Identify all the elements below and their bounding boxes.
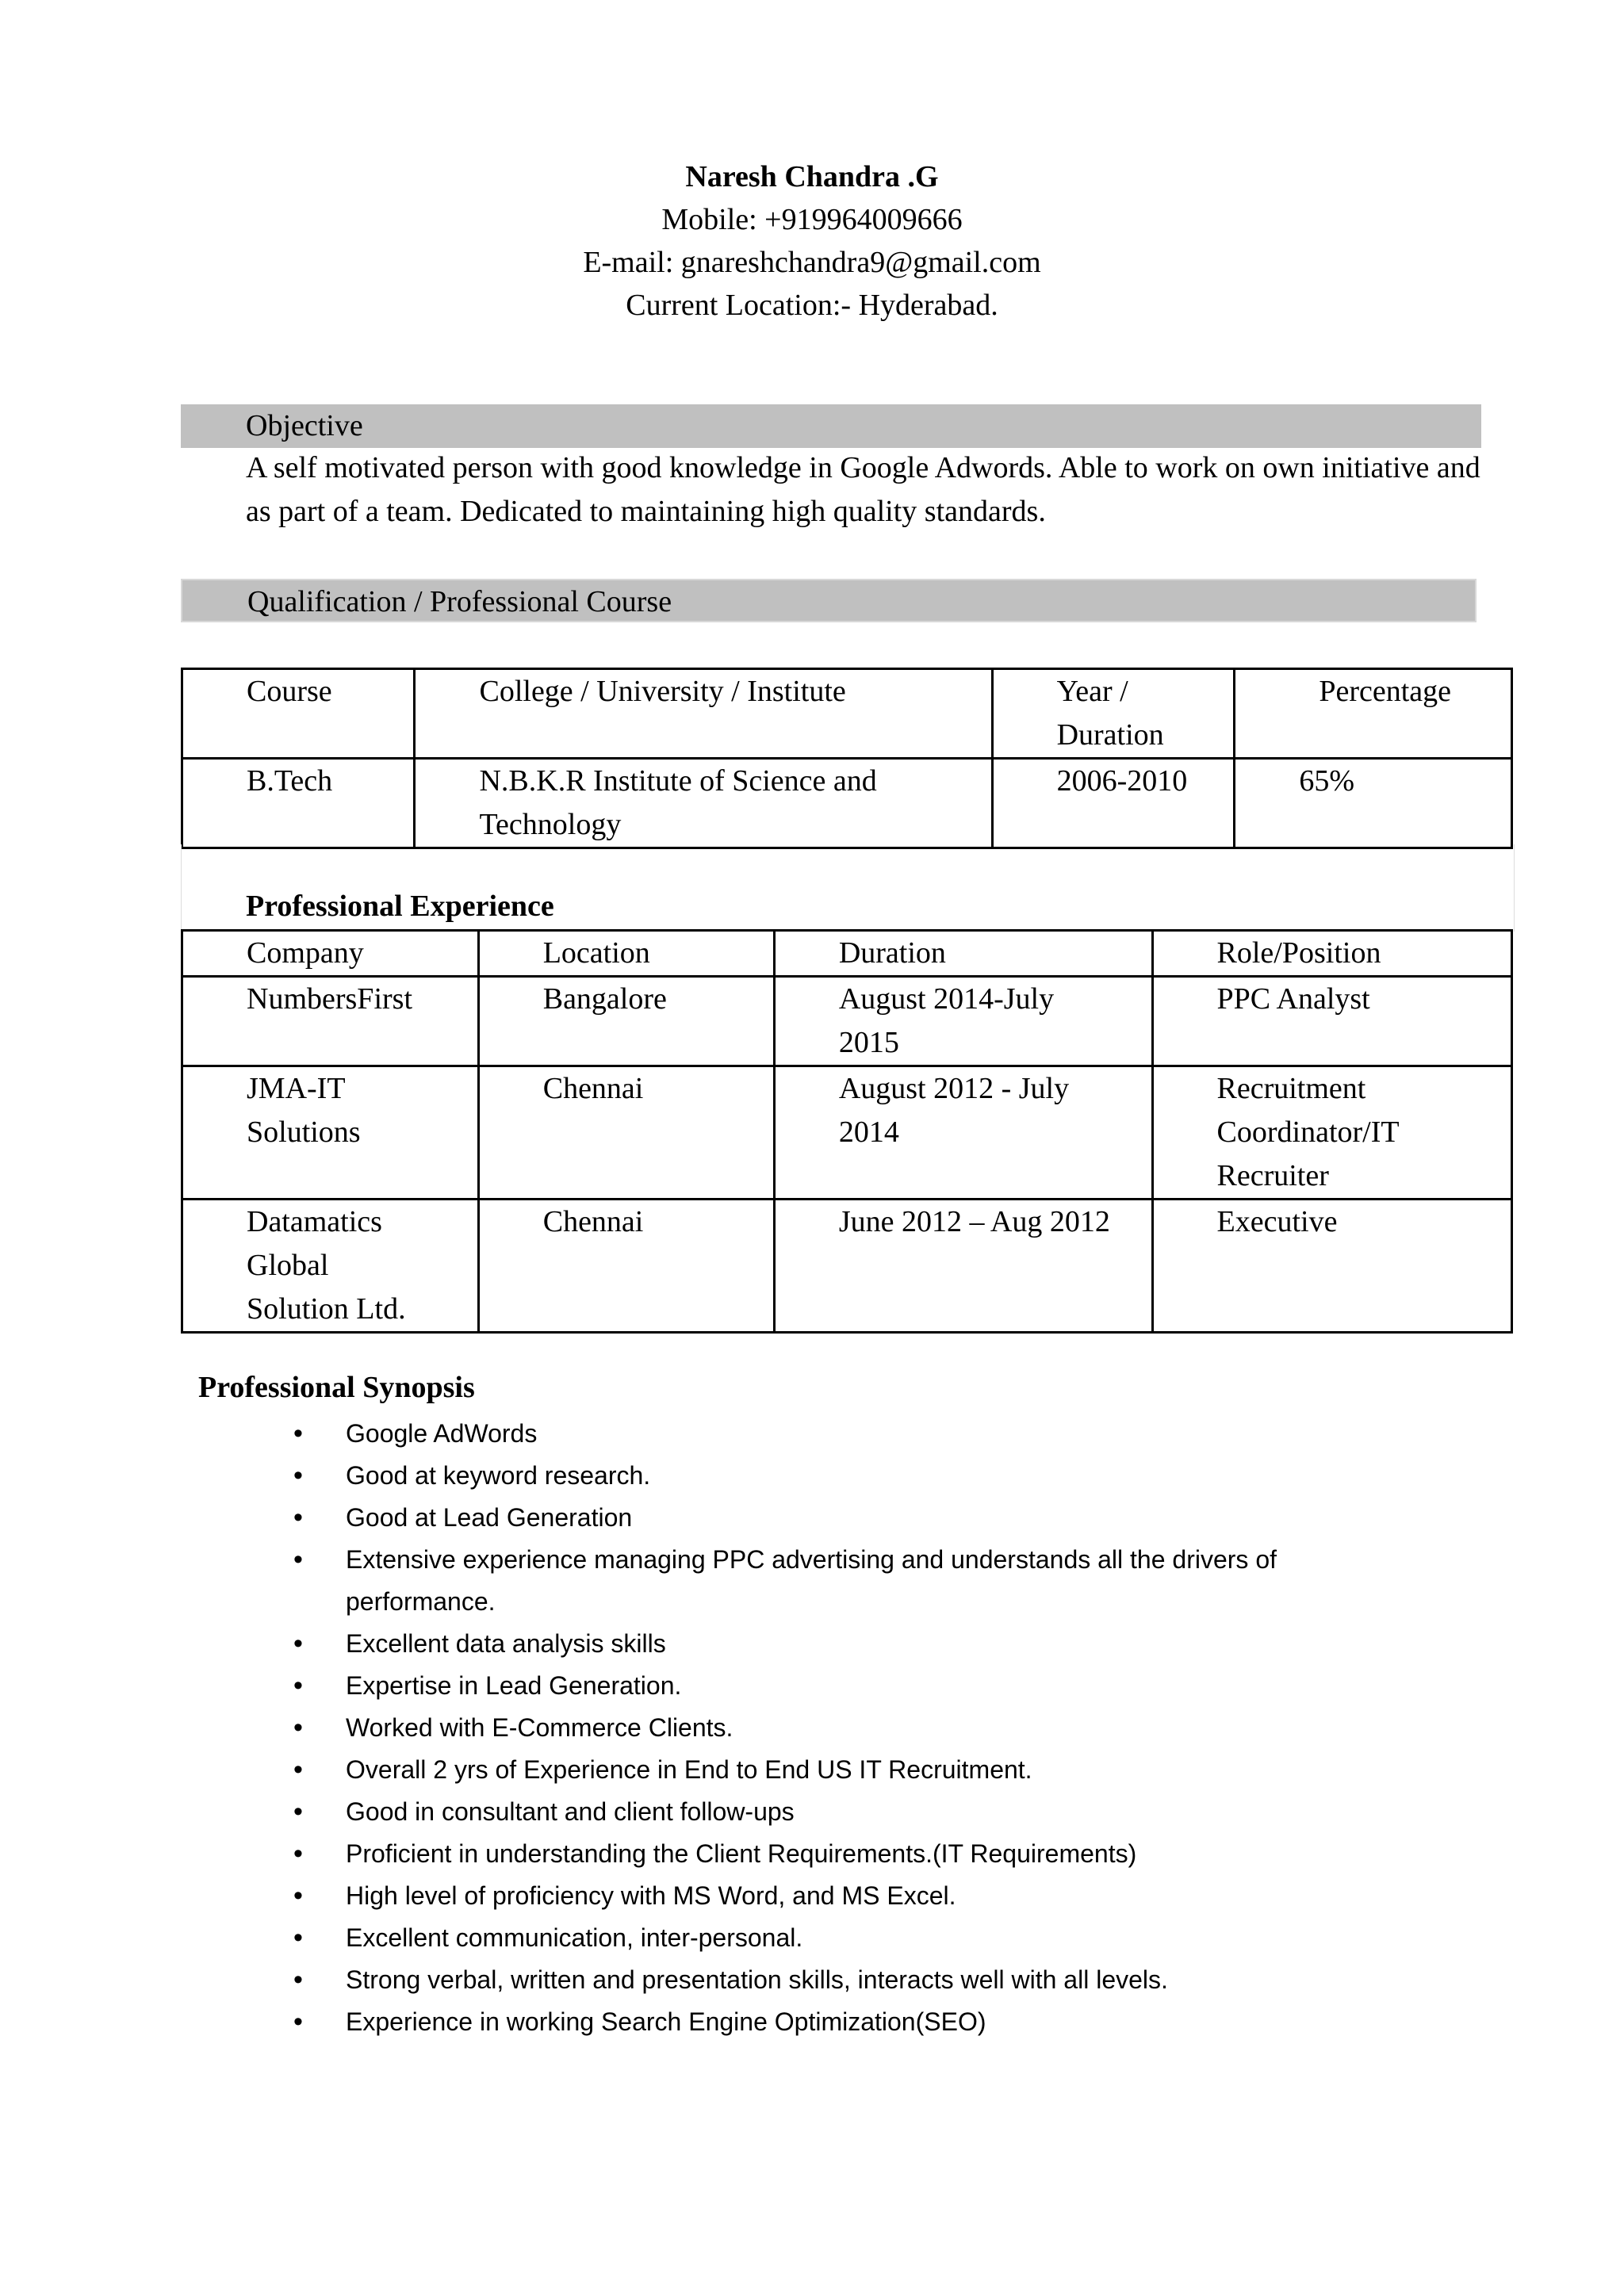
experience-col-location: Location xyxy=(542,936,650,970)
experience-table xyxy=(181,929,1513,1334)
experience-duration: August 2012 - July 2014 xyxy=(838,1072,1070,1149)
objective-heading: Objective xyxy=(246,409,363,442)
list-item: • Extensive experience managing PPC advertising and understands all the drivers of performance. xyxy=(293,1539,1404,1623)
candidate-name: Naresh Chandra .G xyxy=(685,160,939,193)
education-college: N.B.K.R Institute of Science and Technology xyxy=(479,764,877,841)
experience-company: JMA-IT Solutions xyxy=(247,1072,361,1149)
list-item: • Excellent communication, inter-personal. xyxy=(293,1917,1404,1959)
experience-location: Bangalore xyxy=(542,982,667,1016)
experience-company: Datamatics Global Solution Ltd. xyxy=(247,1205,406,1326)
experience-duration: June 2012 – Aug 2012 xyxy=(838,1205,1110,1238)
table-row xyxy=(182,1066,1512,1200)
education-col-percentage: Percentage xyxy=(1319,675,1452,708)
objective-text: A self motivated person with good knowledge in Google Adwords. Able to work on own initiative and as part of a team. Dedicated to maintaining high quality standards. xyxy=(246,451,1480,528)
objective-section-bar xyxy=(181,404,1481,448)
experience-company: NumbersFirst xyxy=(247,982,412,1016)
list-item: • Proficient in understanding the Client Requirements.(IT Requirements) xyxy=(293,1833,1404,1875)
list-item: • Expertise in Lead Generation. xyxy=(293,1665,1404,1707)
table-row xyxy=(182,1200,1512,1333)
experience-col-company: Company xyxy=(247,936,364,970)
experience-role: Recruitment Coordinator/IT Recruiter xyxy=(1216,1072,1399,1192)
education-year: 2006-2010 xyxy=(1056,764,1188,798)
list-item: • Google AdWords xyxy=(293,1413,1404,1455)
experience-role: Executive xyxy=(1216,1205,1338,1238)
experience-table-header-row xyxy=(182,931,1512,977)
resume-header xyxy=(0,155,1624,327)
experience-location: Chennai xyxy=(542,1072,644,1105)
current-location: Current Location:- Hyderabad. xyxy=(626,289,998,322)
experience-heading: Professional Experience xyxy=(246,890,554,923)
experience-duration: August 2014-July 2015 xyxy=(838,982,1055,1059)
table-row xyxy=(182,759,1512,848)
list-item: • Good at keyword research. xyxy=(293,1455,1404,1497)
experience-col-duration: Duration xyxy=(838,936,946,970)
education-col-college: College / University / Institute xyxy=(479,675,846,708)
education-table-header-row xyxy=(182,669,1512,759)
qualification-heading: Qualification / Professional Course xyxy=(247,585,672,618)
list-item: • Overall 2 yrs of Experience in End to End US IT Recruitment. xyxy=(293,1749,1404,1791)
education-col-course: Course xyxy=(247,675,332,708)
list-item: • Strong verbal, written and presentation skills, interacts well with all levels. xyxy=(293,1959,1404,2001)
list-item: • Good in consultant and client follow-ups xyxy=(293,1791,1404,1833)
synopsis-list xyxy=(293,1413,1404,2043)
list-item: • High level of proficiency with MS Word, and MS Excel. xyxy=(293,1875,1404,1917)
experience-location: Chennai xyxy=(542,1205,644,1238)
list-item: • Good at Lead Generation xyxy=(293,1497,1404,1539)
table-row xyxy=(182,977,1512,1066)
mobile-number: Mobile: +919964009666 xyxy=(661,203,963,236)
education-table xyxy=(181,668,1513,849)
qualification-section-bar xyxy=(181,579,1477,622)
experience-role: PPC Analyst xyxy=(1216,982,1370,1016)
list-item: • Experience in working Search Engine Optimization(SEO) xyxy=(293,2001,1404,2043)
synopsis-heading: Professional Synopsis xyxy=(198,1371,475,1404)
email-address: E-mail: gnareshchandra9@gmail.com xyxy=(583,246,1041,279)
experience-col-role: Role/Position xyxy=(1216,936,1381,970)
education-col-year: Year / Duration xyxy=(1056,675,1164,752)
education-course: B.Tech xyxy=(247,764,333,798)
list-item: • Excellent data analysis skills xyxy=(293,1623,1404,1665)
list-item: • Worked with E-Commerce Clients. xyxy=(293,1707,1404,1749)
education-percentage: 65% xyxy=(1299,764,1354,798)
